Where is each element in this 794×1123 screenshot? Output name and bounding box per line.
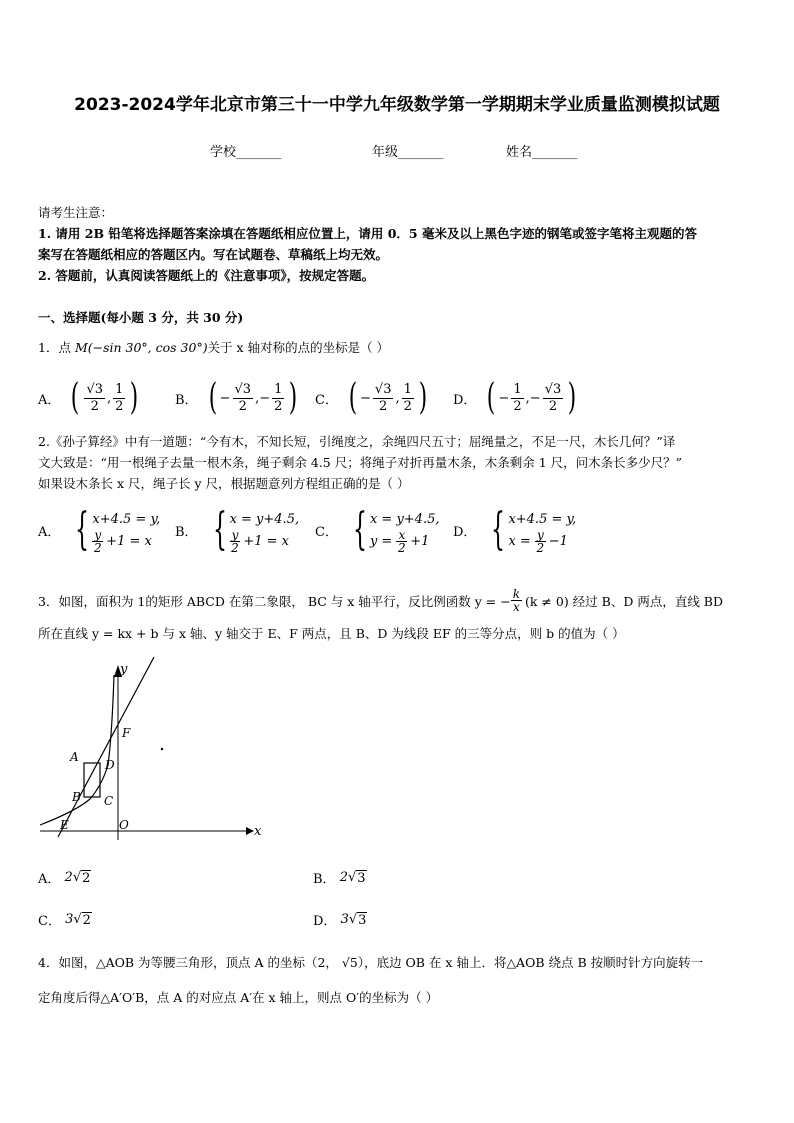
label-a: A bbox=[70, 750, 79, 764]
label-b: B bbox=[72, 790, 81, 804]
q1-point: M(−sin 30°, cos 30°) bbox=[74, 340, 208, 355]
notice-item2: 2. 答题前，认真阅读答题纸上的《注意事项》，按规定答题。 bbox=[38, 268, 375, 283]
question-1-options bbox=[38, 378, 758, 418]
notice-heading: 请考生注意： bbox=[38, 205, 114, 220]
question-2-line1: 2.《孙子算经》中有一道题：“今有木，不知长短，引绳度之，余绳四尺五寸；屈绳量之，不足一尺，木长几何？”译 bbox=[38, 434, 676, 449]
question-4-line1: 4．如图，△AOB 为等腰三角形，顶点 A 的坐标（2， √5），底边 OB 在 x 轴上．将△AOB 绕点 B 按顺时针方向旋转一 bbox=[38, 955, 704, 970]
q1-suffix: 关于 x 轴对称的点的坐标是（ ） bbox=[207, 340, 390, 355]
question-3-line2: 所在直线 y = kx + b 与 x 轴、y 轴交于 E、F 两点，且 B、D 为线段 EF 的三等分点，则 b 的值为（ ） bbox=[38, 626, 625, 641]
q1-option-d[interactable]: D． ( − $\frac{1}{2}$ ,− $\frac{√3}{2}$ ) bbox=[453, 377, 577, 418]
question-2-line3: 如果设木条长 x 尺，绳子长 y 尺，根据题意列方程组正确的是（ ） bbox=[38, 476, 410, 491]
q3-option-b[interactable]: B． 2 √ 3 bbox=[313, 870, 366, 887]
school-field: 学校_______ bbox=[210, 145, 282, 160]
q2-option-c[interactable]: C． { x = y+4.5, y = $\frac{x}{2}$ +1 bbox=[315, 504, 440, 555]
x-axis-arrow bbox=[246, 827, 254, 835]
label-c: C bbox=[104, 794, 114, 808]
name-field: 姓名_______ bbox=[506, 145, 578, 160]
label-e: E bbox=[60, 818, 69, 832]
x-axis-label: x bbox=[254, 824, 262, 839]
y-axis-label: y bbox=[120, 662, 128, 677]
q1-option-a[interactable]: A． ( $\frac{√3}{2}$ , $\frac{1}{2}$ ) bbox=[38, 377, 139, 418]
q1-prefix: 1．点 bbox=[38, 340, 75, 355]
q3-figure bbox=[36, 655, 266, 845]
q3-option-c[interactable]: C． 3 √ 2 bbox=[38, 912, 91, 929]
rectangle-abcd bbox=[84, 763, 100, 797]
question-2-options bbox=[38, 504, 758, 556]
q3-option-d[interactable]: D． 3 √ 3 bbox=[313, 912, 367, 929]
notice-item1-line1: 1. 请用 2B 铅笔将选择题答案涂填在答题纸相应位置上，请用 0．5 毫米及以上黑色字迹的钢笔或签字笔将主观题的答 bbox=[38, 226, 697, 241]
stray-dot bbox=[161, 748, 163, 750]
q1-option-b[interactable]: B． ( − $\frac{√3}{2}$ ,− $\frac{1}{2}$ ) bbox=[175, 377, 298, 418]
q2-option-d[interactable]: D． { x+4.5 = y, x = $\frac{y}{2}$ −1 bbox=[453, 504, 577, 555]
q3-option-a[interactable]: A． 2 √ 2 bbox=[38, 870, 91, 887]
question-2-line2: 文大致是：“用一根绳子去量一根木条，绳子剩余 4.5 尺；将绳子对折再量木条，木条剩余 1 尺，问木条长多少尺？” bbox=[38, 455, 683, 470]
question-3-line1: 3．如图，面积为 1的矩形 ABCD 在第二象限， BC 与 x 轴平行，反比例函数 y = − $\frac{k}{x}$ (k ≠ 0) 经过 B、D 两点，直线 BD bbox=[38, 587, 724, 614]
grade-field: 年级_______ bbox=[372, 145, 444, 160]
question-4-line2: 定角度后得△A′O′B，点 A 的对应点 A′在 x 轴上，则点 O′的坐标为（ ） bbox=[38, 990, 439, 1005]
section-heading: 一、选择题(每小题 3 分，共 30 分) bbox=[38, 310, 244, 325]
notice-item1-line2: 案写在答题纸相应的答题区内。写在试题卷、草稿纸上均无效。 bbox=[38, 247, 389, 262]
line-ef bbox=[58, 657, 154, 837]
label-d: D bbox=[105, 758, 115, 772]
q2-option-b[interactable]: B． { x = y+4.5, $\frac{y}{2}$ +1 = x bbox=[175, 504, 300, 555]
question-1-stem bbox=[38, 338, 389, 356]
q2-option-a[interactable]: A． { x+4.5 = y, $\frac{y}{2}$ +1 = x bbox=[38, 504, 161, 555]
label-f: F bbox=[122, 726, 131, 740]
exam-title: 2023-2024学年北京市第三十一中学九年级数学第一学期期末学业质量监测模拟试题 bbox=[74, 95, 720, 115]
label-o: O bbox=[119, 818, 129, 832]
q1-option-c[interactable]: C． ( − $\frac{√3}{2}$ , $\frac{1}{2}$ ) bbox=[315, 377, 428, 418]
